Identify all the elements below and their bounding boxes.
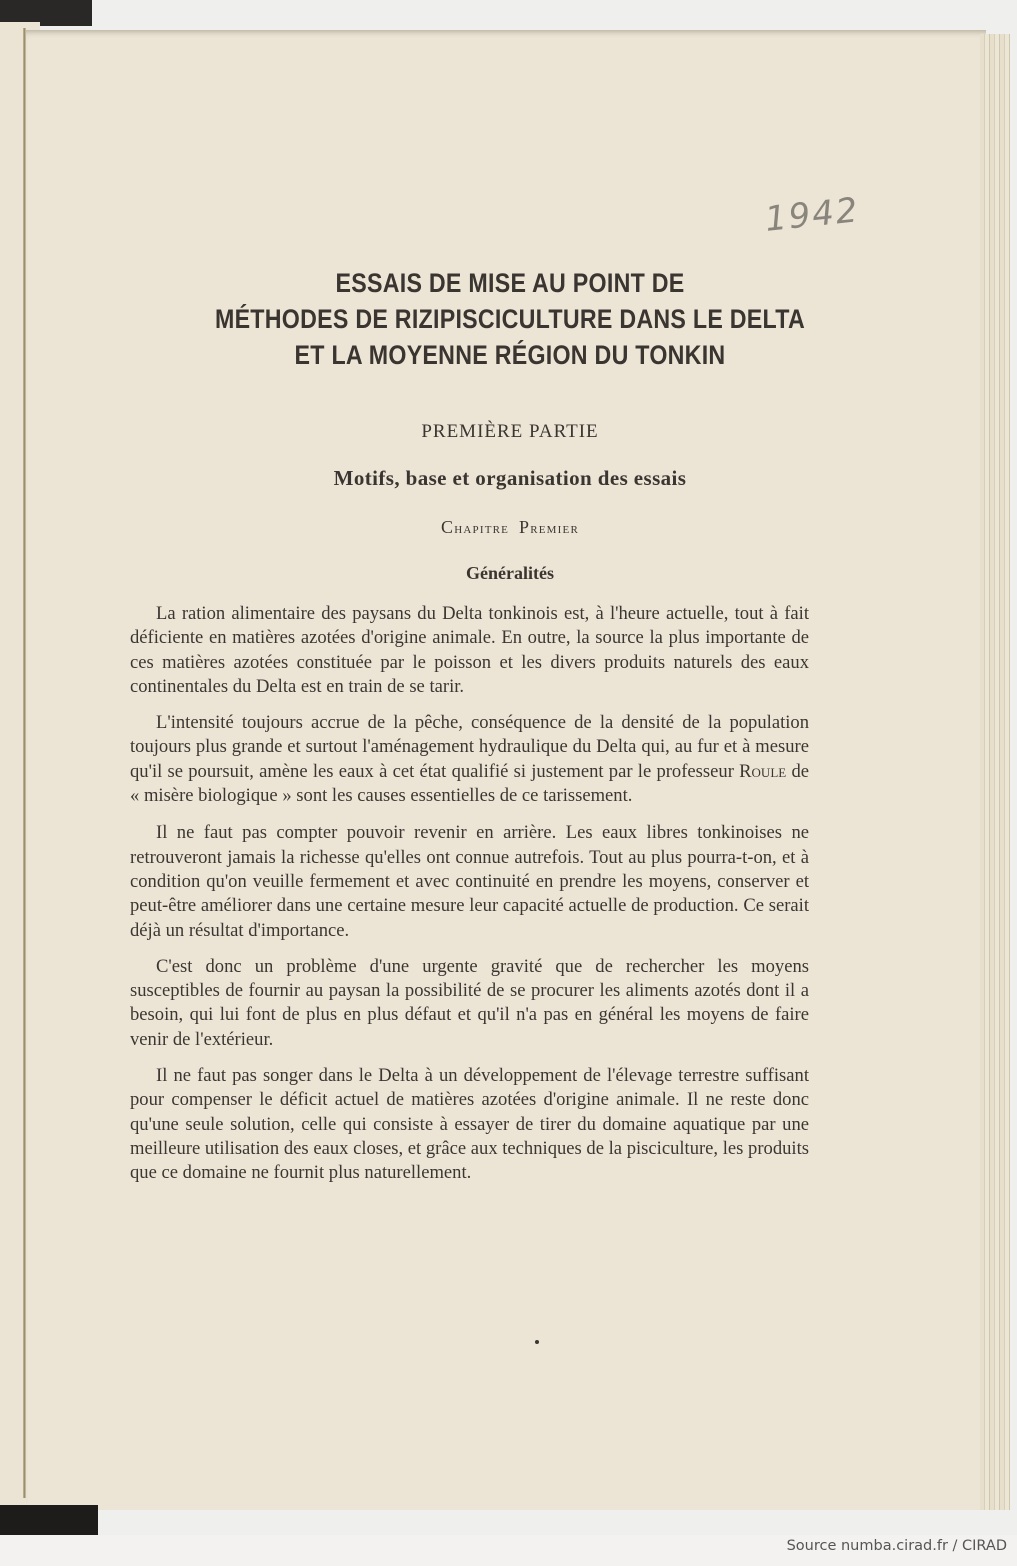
source-credit: Source numba.cirad.fr / CIRAD [786,1538,1007,1554]
paragraph-text: de « misère biologique » sont les causes essentielles de ce tarissement. [130,760,809,807]
chapter-heading [100,517,920,538]
paragraph: Il ne faut pas songer dans le Delta à un développement de l'élevage terrestre suffisant pour compenser le déficit actuel de matières azotées d'origine animale. Il ne reste donc qu'une seule solution, celle qui consiste à essayer de tirer du domaine aquatique par une meilleure utilisation des eaux closes, et grâce aux techniques de la pisciculture, les produits que ce domaine ne fournit plus naturellement. [130,1065,809,1184]
document-title [157,265,862,373]
title-line: ESSAIS DE MISE AU POINT DE [335,268,685,298]
part-heading: PREMIÈRE PARTIE [421,421,599,442]
part-subtitle: Motifs, base et organisation des essais [333,466,687,490]
paragraph: Il ne faut pas compter pouvoir revenir en arrière. Les eaux libres tonkinoises ne retrouveront jamais la richesse qu'elles ont connue autrefois. Tout au plus pourra-t-on, et à condition qu'on veuille fermement et avec continuité en prendre les moyens, conserver et peut-être améliorer dans une certaine mesure leur capacité actuelle de production. Ce serait déjà un résultat d'importance. [130,822,809,941]
page-stack-edges [980,34,1010,1510]
paragraph-text: L'intensité toujours accrue de la pêche, conséquence de la densité de la population toujours plus grande et surtout l'aménagement hydraulique du Delta qui, au fur et à mesure qu'il se poursuit, amène les eaux à cet état qualifié si justement par le professeur [130,712,809,782]
page-mark [535,1340,539,1344]
section-heading: Généralités [466,563,554,583]
author-name: Roule [739,760,787,782]
handwritten-year-annotation: 1942 [763,190,862,240]
chapter-word-initial: C [441,517,455,537]
paragraph [130,711,809,808]
chapter-word-rest: remier [530,521,579,537]
chapter-word-initial: P [519,517,531,537]
title-line: ET LA MOYENNE RÉGION DU TONKIN [294,340,726,370]
title-line: MÉTHODES DE RIZIPISCICULTURE DANS LE DELTA [214,304,806,334]
body-text [130,602,809,1198]
paragraph: La ration alimentaire des paysans du Delta tonkinois est, à l'heure actuelle, tout à fait déficiente en matières azotées d'origine animale. En outre, la source la plus importante de ces matières azotées constituée par le poisson et les divers produits naturels des eaux continentales du Delta est en train de se tarir. [130,603,809,697]
paragraph: C'est donc un problème d'une urgente gravité que de rechercher les moyens susceptibles de fournir au paysan la possibilité de se procurer les aliments azotés dont il a besoin, qui lui font de plus en plus défaut et qu'il n'a pas en général les moyens de faire venir de l'extérieur. [130,955,809,1050]
chapter-word-rest: hapitre [454,521,510,537]
scanner-shadow-bottom [0,1505,98,1535]
